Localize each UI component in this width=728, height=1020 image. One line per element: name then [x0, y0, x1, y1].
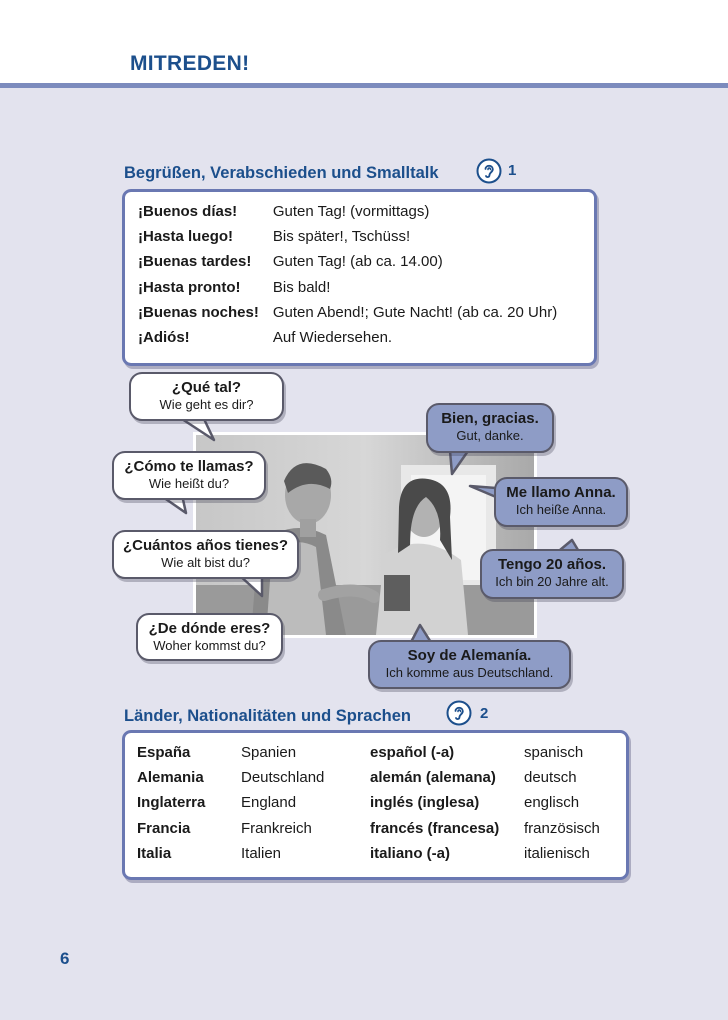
table-row: ¡Buenas noches! Guten Abend!; Gute Nacht! (ab ca. 20 Uhr)	[138, 303, 558, 321]
bubble-translation: Wie heißt du?	[148, 476, 230, 491]
speech-bubble	[368, 640, 571, 689]
speech-bubble	[426, 403, 554, 453]
greetings-heading: Begrüßen, Verabschieden und Smalltalk	[124, 164, 439, 182]
bubble-question: ¿Qué tal?	[171, 379, 242, 396]
speech-bubble	[129, 372, 284, 421]
speech-bubble	[494, 477, 628, 527]
table-row: ¡Buenos días! Guten Tag! (vormittags)	[138, 203, 430, 220]
speech-bubble	[480, 549, 624, 599]
page-number: 6	[60, 949, 70, 968]
ear-icon[interactable]	[446, 700, 472, 726]
table-row: ¡Hasta luego! Bis später!, Tschüss!	[138, 228, 411, 246]
bubble-translation: Gut, danke.	[456, 428, 524, 443]
bubble-translation: Woher kommst du?	[153, 638, 266, 653]
nationalities-box	[122, 730, 629, 880]
bubble-question: ¿Cuántos años tienes?	[122, 537, 289, 554]
track-number: 2	[480, 705, 489, 722]
bubble-translation: Ich heiße Anna.	[515, 502, 607, 517]
bubble-question: ¿Cómo te llamas?	[124, 458, 254, 475]
table-row: Francia Frankreich francés (francesa) französisch	[137, 819, 600, 837]
bubble-translation: Wie alt bist du?	[161, 555, 250, 570]
table-row: ¡Hasta pronto! Bis bald!	[138, 278, 331, 296]
nationalities-table	[137, 740, 600, 866]
table-row: Italia Italien italiano (-a) italienisch	[137, 844, 590, 862]
speech-bubble	[112, 530, 299, 579]
bubble-question: ¿De dónde eres?	[148, 620, 271, 637]
bubble-translation: Ich bin 20 Jahre alt.	[495, 574, 609, 589]
nationalities-heading: Länder, Nationalitäten und Sprachen	[124, 707, 411, 725]
table-row: ¡Adiós! Auf Wiedersehen.	[138, 329, 393, 347]
bubble-answer: Bien, gracias.	[441, 410, 539, 427]
speech-bubble	[136, 613, 283, 661]
speech-bubble	[112, 451, 266, 500]
table-row: Inglaterra England inglés (inglesa) englisch	[137, 794, 580, 812]
table-row: ¡Buenas tardes! Guten Tag! (ab ca. 14.00)	[138, 253, 443, 271]
table-row: Alemania Deutschland alemán (alemana) deutsch	[137, 769, 577, 787]
track-number: 1	[508, 162, 517, 179]
bubble-answer: Me llamo Anna.	[506, 484, 616, 501]
table-row: España Spanien español (-a) spanisch	[137, 744, 584, 761]
bubble-translation: Ich komme aus Deutschland.	[385, 665, 554, 680]
bubble-translation: Wie geht es dir?	[159, 397, 254, 412]
bubble-answer: Soy de Alemanía.	[407, 647, 532, 664]
page-title: MITREDEN!	[130, 52, 250, 75]
bubble-answer: Tengo 20 años.	[497, 556, 607, 573]
